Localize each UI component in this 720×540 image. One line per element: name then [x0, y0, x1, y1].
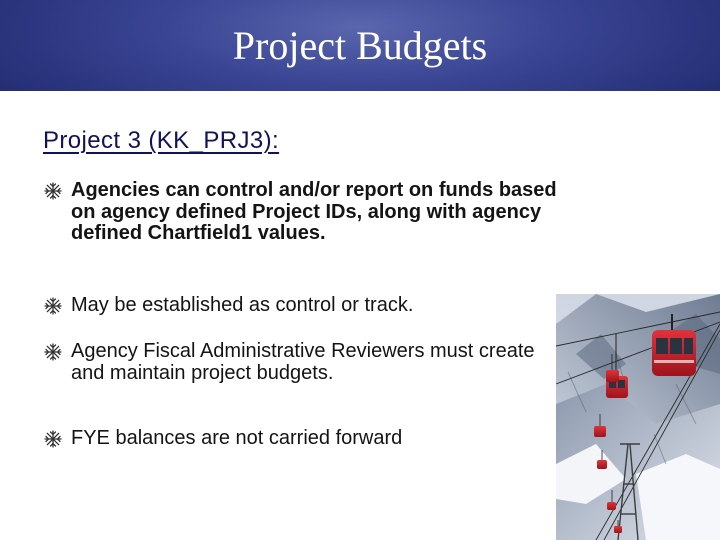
slide-title: Project Budgets: [232, 23, 488, 68]
bullet-item: [44, 180, 564, 245]
bullet-text: FYE balances are not carried forward: [71, 427, 403, 449]
snowflake-icon: [44, 297, 62, 315]
bullet-text: May be established as control or track.: [71, 294, 414, 316]
bullet-item: [44, 295, 564, 317]
bullet-item: [44, 428, 564, 450]
snowflake-icon: [44, 182, 62, 200]
bullet-item: [44, 341, 559, 384]
bullet-text: Agency Fiscal Administrative Reviewers must create and maintain project budgets.: [71, 340, 535, 384]
gondola-lift-photo: [556, 294, 720, 540]
bullet-text: Agencies can control and/or report on funds based on agency defined Project IDs, along with agency defined Chartfield1 values.: [71, 179, 557, 244]
snowflake-icon: [44, 343, 62, 361]
snowflake-icon: [44, 430, 62, 448]
title-bar: [0, 0, 720, 91]
slide-subtitle: Project 3 (KK_PRJ3):: [43, 127, 280, 154]
